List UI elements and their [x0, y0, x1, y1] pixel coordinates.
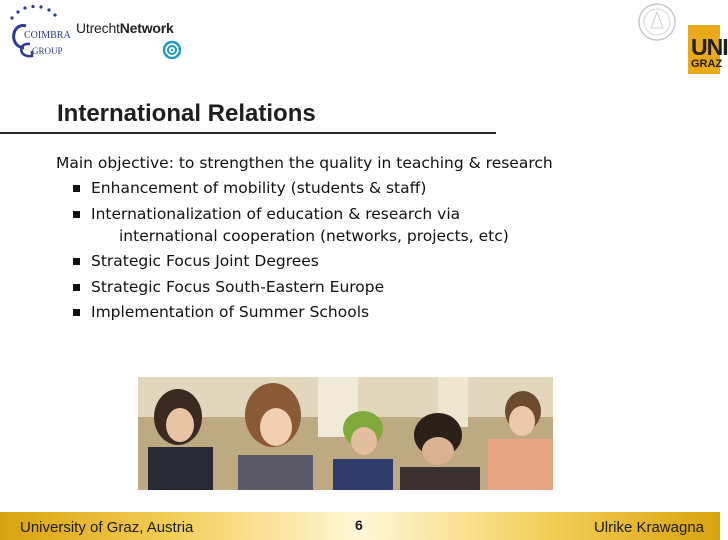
uni-logo-text: UNI — [691, 34, 728, 60]
bullet-item — [56, 301, 616, 323]
bullet-square-icon — [73, 284, 80, 291]
bullet-text: Strategic Focus South-Eastern Europe — [91, 277, 385, 296]
slide-title: International Relations — [57, 100, 316, 127]
bullet-item — [56, 177, 616, 199]
bullet-text: Strategic Focus Joint Degrees — [91, 252, 319, 270]
title-underline — [0, 132, 496, 134]
bullet-list — [56, 177, 616, 323]
bullet-item — [56, 276, 616, 298]
coimbra-text: COIMBRA — [24, 30, 71, 41]
utrecht-word: Utrecht — [76, 20, 120, 36]
bullet-item — [56, 203, 616, 247]
network-word: Network — [119, 20, 174, 36]
uni-graz-logo — [688, 25, 728, 74]
students-photo — [138, 377, 553, 490]
slide-footer — [0, 512, 720, 540]
utrecht-ring-icon — [162, 40, 182, 60]
bullet-square-icon — [73, 258, 80, 265]
university-seal-icon — [637, 2, 677, 42]
bullet-square-icon — [73, 185, 80, 192]
slide-body — [56, 152, 616, 327]
coimbra-group-logo — [4, 4, 71, 60]
bullet-square-icon — [73, 211, 80, 218]
bullet-square-icon — [73, 309, 80, 316]
utrecht-network-logo — [76, 20, 174, 36]
bullet-text: Internationalization of education & research via — [91, 204, 461, 223]
footer-institution: University of Graz, Austria — [20, 519, 194, 536]
page-number: 6 — [355, 517, 363, 533]
group-text: GROUP — [32, 46, 63, 56]
objective-text: Main objective: to strengthen the quality in teaching & research — [56, 154, 553, 172]
graz-logo-text: GRAZ — [691, 58, 723, 70]
bullet-continuation: international cooperation (networks, projects, etc) — [119, 226, 509, 245]
bullet-text: Implementation of Summer Schools — [91, 303, 370, 321]
bullet-item — [56, 250, 616, 272]
footer-author: Ulrike Krawagna — [593, 519, 704, 536]
bullet-text: Enhancement of mobility (students & staff) — [91, 179, 427, 197]
